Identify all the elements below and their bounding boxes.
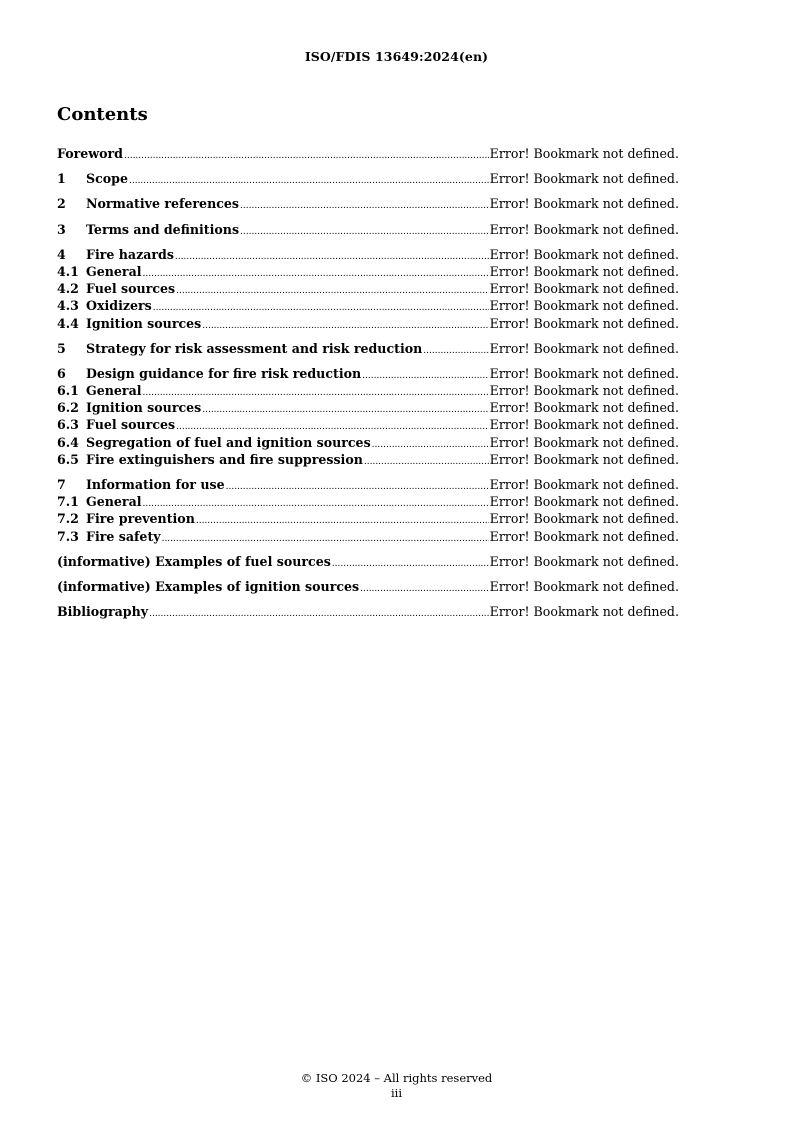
toc-entry[interactable] bbox=[57, 528, 679, 545]
toc-entry[interactable] bbox=[57, 170, 679, 187]
toc-entry-page-ref: Error! Bookmark not defined. bbox=[489, 528, 679, 544]
toc-entry-title[interactable]: Fuel sources bbox=[86, 281, 176, 297]
toc-entry-page-ref: Error! Bookmark not defined. bbox=[489, 365, 679, 381]
toc-entry[interactable] bbox=[57, 476, 679, 493]
toc-entry-number: 3 bbox=[57, 221, 66, 237]
toc-entry-title[interactable]: General bbox=[86, 494, 142, 510]
toc-entry-title[interactable]: Fire prevention bbox=[86, 511, 195, 527]
toc-entry-page-ref: Error! Bookmark not defined. bbox=[489, 263, 679, 279]
toc-entry-number: 6.1 bbox=[57, 383, 79, 399]
toc-entry-page-ref: Error! Bookmark not defined. bbox=[489, 221, 679, 237]
contents-title: Contents bbox=[57, 104, 148, 125]
toc-entry-page-ref: Error! Bookmark not defined. bbox=[489, 196, 679, 212]
toc-dot-leader bbox=[202, 402, 488, 419]
toc-entry-page-ref: Error! Bookmark not defined. bbox=[489, 281, 679, 297]
toc-entry-number: 7.3 bbox=[57, 528, 79, 544]
toc-entry-title[interactable]: Oxidizers bbox=[86, 298, 152, 314]
toc-entry[interactable] bbox=[57, 221, 679, 238]
toc-entry-page-ref: Error! Bookmark not defined. bbox=[489, 494, 679, 510]
toc-group bbox=[57, 246, 679, 332]
toc-entry-title[interactable]: Terms and definitions bbox=[86, 221, 240, 237]
toc-dot-leader bbox=[153, 300, 489, 317]
toc-entry-title[interactable]: Strategy for risk assessment and risk reduction bbox=[86, 340, 423, 356]
toc-entry-page-ref: Error! Bookmark not defined. bbox=[489, 146, 679, 161]
toc-entry[interactable] bbox=[57, 315, 679, 332]
toc-entry-page-ref: Error! Bookmark not defined. bbox=[489, 511, 679, 527]
toc-entry-title[interactable]: Normative references bbox=[86, 196, 240, 212]
toc-group bbox=[57, 603, 679, 620]
toc-dot-leader bbox=[362, 368, 488, 385]
toc-entry-title[interactable]: (informative) Examples of ignition sources bbox=[57, 578, 360, 594]
toc-entry-page-ref: Error! Bookmark not defined. bbox=[489, 400, 679, 416]
toc-dot-leader bbox=[364, 454, 489, 471]
page-footer bbox=[0, 1071, 793, 1101]
toc-entry-number: 4.2 bbox=[57, 281, 79, 297]
toc-group bbox=[57, 365, 679, 468]
toc-entry-number: 6.2 bbox=[57, 400, 79, 416]
toc-entry-page-ref: Error! Bookmark not defined. bbox=[489, 553, 679, 569]
toc-entry[interactable] bbox=[57, 578, 679, 595]
toc-dot-leader bbox=[360, 581, 489, 598]
toc-entry-page-ref: Error! Bookmark not defined. bbox=[489, 383, 679, 399]
toc-entry[interactable] bbox=[57, 493, 679, 510]
toc-entry[interactable] bbox=[57, 145, 679, 162]
toc-entry-page-ref: Error! Bookmark not defined. bbox=[489, 340, 679, 356]
toc-group bbox=[57, 553, 679, 570]
toc-group bbox=[57, 476, 679, 545]
toc-group bbox=[57, 340, 679, 357]
toc-entry[interactable] bbox=[57, 280, 679, 297]
toc-group bbox=[57, 195, 679, 212]
toc-entry-title[interactable]: Ignition sources bbox=[86, 400, 202, 416]
copyright-notice: © ISO 2024 – All rights reserved bbox=[300, 1071, 493, 1085]
toc-entry[interactable] bbox=[57, 399, 679, 416]
toc-entry[interactable] bbox=[57, 246, 679, 263]
toc-entry[interactable] bbox=[57, 603, 679, 620]
toc-entry-page-ref: Error! Bookmark not defined. bbox=[489, 477, 679, 492]
page-number: iii bbox=[390, 1086, 403, 1100]
toc-entry-title[interactable]: Scope bbox=[86, 171, 128, 187]
toc-dot-leader bbox=[372, 437, 489, 454]
toc-entry-title[interactable]: Fire hazards bbox=[86, 246, 174, 262]
toc-entry[interactable] bbox=[57, 340, 679, 357]
toc-dot-leader bbox=[332, 556, 489, 573]
toc-entry-title[interactable]: Segregation of fuel and ignition sources bbox=[86, 434, 371, 450]
toc-entry-number: 1 bbox=[57, 171, 66, 187]
toc-entry-title[interactable]: Design guidance for fire risk reduction bbox=[86, 365, 362, 381]
toc-entry-title[interactable]: Fire safety bbox=[86, 528, 161, 544]
toc-entry-number: 7.1 bbox=[57, 494, 79, 510]
toc-entry[interactable] bbox=[57, 510, 679, 527]
toc-entry-number: 2 bbox=[57, 196, 66, 212]
toc-dot-leader bbox=[149, 606, 489, 623]
toc-entry-number: 4.3 bbox=[57, 298, 79, 314]
toc-entry-number: 5 bbox=[57, 340, 66, 356]
toc-dot-leader bbox=[240, 198, 489, 215]
toc-entry-page-ref: Error! Bookmark not defined. bbox=[489, 434, 679, 450]
page-header: ISO/FDIS 13649:2024(en) bbox=[304, 49, 489, 64]
toc-entry-title[interactable]: Bibliography bbox=[57, 604, 149, 620]
toc-entry-page-ref: Error! Bookmark not defined. bbox=[489, 246, 679, 262]
toc-entry-title[interactable]: General bbox=[86, 383, 142, 399]
toc-entry[interactable] bbox=[57, 263, 679, 280]
toc-entry-page-ref: Error! Bookmark not defined. bbox=[489, 315, 679, 331]
toc-entry-title[interactable]: Information for use bbox=[86, 477, 225, 492]
toc-dot-leader bbox=[196, 513, 489, 530]
toc-entry[interactable] bbox=[57, 382, 679, 399]
toc-entry-page-ref: Error! Bookmark not defined. bbox=[489, 604, 679, 620]
toc-dot-leader bbox=[240, 224, 489, 241]
toc-entry[interactable] bbox=[57, 434, 679, 451]
toc-entry[interactable] bbox=[57, 365, 679, 382]
toc-entry-number: 6 bbox=[57, 365, 66, 381]
toc-entry-page-ref: Error! Bookmark not defined. bbox=[489, 417, 679, 433]
toc-dot-leader bbox=[202, 318, 488, 335]
toc-entry-title[interactable]: Foreword bbox=[57, 146, 123, 161]
toc-dot-leader bbox=[175, 249, 489, 266]
toc-entry-number: 4.1 bbox=[57, 263, 79, 279]
toc-entry-title[interactable]: General bbox=[86, 263, 142, 279]
toc-entry[interactable] bbox=[57, 451, 679, 468]
toc-dot-leader bbox=[423, 343, 488, 360]
toc-entry-title[interactable]: (informative) Examples of fuel sources bbox=[57, 553, 331, 569]
toc-entry-number: 7 bbox=[57, 477, 66, 492]
toc-dot-leader bbox=[162, 531, 489, 548]
toc-entry-title[interactable]: Ignition sources bbox=[86, 315, 202, 331]
toc-entry-number: 6.3 bbox=[57, 417, 79, 433]
toc-entry-title[interactable]: Fuel sources bbox=[86, 417, 176, 433]
toc-entry-number: 6.4 bbox=[57, 434, 79, 450]
toc-entry-page-ref: Error! Bookmark not defined. bbox=[489, 298, 679, 314]
toc-dot-leader bbox=[143, 266, 489, 283]
toc-entry[interactable] bbox=[57, 553, 679, 570]
toc-entry-number: 4.4 bbox=[57, 315, 79, 331]
toc-entry-page-ref: Error! Bookmark not defined. bbox=[489, 451, 679, 467]
table-of-contents bbox=[57, 145, 679, 628]
toc-dot-leader bbox=[226, 479, 489, 496]
toc-group bbox=[57, 578, 679, 595]
toc-entry-number: 4 bbox=[57, 246, 66, 262]
toc-group bbox=[57, 145, 679, 162]
toc-entry-page-ref: Error! Bookmark not defined. bbox=[489, 578, 679, 594]
toc-group bbox=[57, 221, 679, 238]
toc-entry[interactable] bbox=[57, 297, 679, 314]
toc-entry-page-ref: Error! Bookmark not defined. bbox=[489, 171, 679, 187]
toc-group bbox=[57, 170, 679, 187]
toc-dot-leader bbox=[129, 173, 489, 190]
toc-entry-title[interactable]: Fire extinguishers and fire suppression bbox=[86, 451, 363, 467]
toc-entry-number: 7.2 bbox=[57, 511, 79, 527]
toc-entry-number: 6.5 bbox=[57, 451, 79, 467]
toc-entry[interactable] bbox=[57, 195, 679, 212]
toc-dot-leader bbox=[176, 283, 489, 300]
toc-dot-leader bbox=[124, 148, 489, 165]
toc-entry[interactable] bbox=[57, 416, 679, 433]
